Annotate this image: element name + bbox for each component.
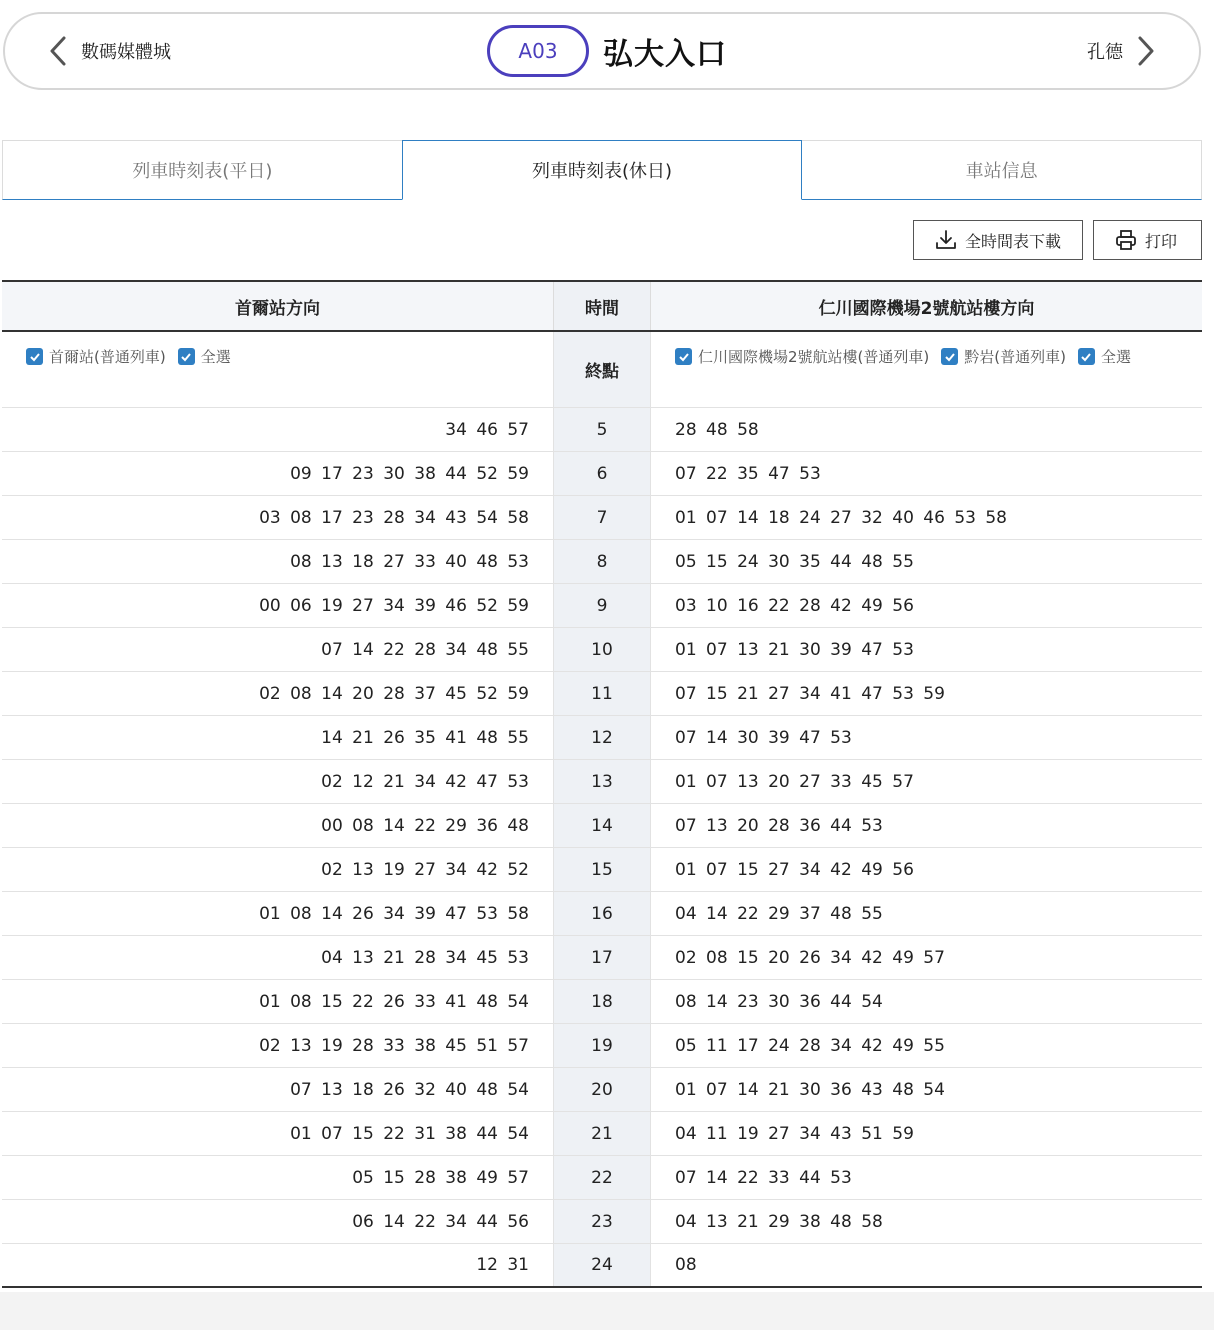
tab-weekday-timetable[interactable]: 列車時刻表(平日) bbox=[2, 140, 402, 200]
hour-cell: 21 bbox=[554, 1112, 651, 1155]
right-minutes: 07 15 21 27 34 41 47 53 59 bbox=[675, 683, 945, 704]
checkbox-right-select-all[interactable] bbox=[1078, 346, 1131, 367]
tab-station-info[interactable]: 車站信息 bbox=[802, 140, 1202, 200]
left-minutes: 12 31 bbox=[2, 1244, 554, 1286]
timetable-header bbox=[2, 280, 1202, 332]
table-row bbox=[2, 628, 1202, 672]
left-minutes: 14 21 26 35 41 48 55 bbox=[2, 716, 554, 759]
checkbox-checked-icon bbox=[675, 348, 692, 365]
hour-cell: 20 bbox=[554, 1068, 651, 1111]
right-minutes: 04 13 21 29 38 48 58 bbox=[675, 1211, 883, 1232]
table-row bbox=[2, 1068, 1202, 1112]
left-minutes: 07 13 18 26 32 40 48 54 bbox=[2, 1068, 554, 1111]
table-row bbox=[2, 1156, 1202, 1200]
table-row bbox=[2, 496, 1202, 540]
left-minutes: 02 13 19 28 33 38 45 51 57 bbox=[2, 1024, 554, 1067]
table-row bbox=[2, 452, 1202, 496]
left-minutes: 02 13 19 27 34 42 52 bbox=[2, 848, 554, 891]
right-minutes: 01 07 13 20 27 33 45 57 bbox=[675, 771, 914, 792]
left-minutes: 00 08 14 22 29 36 48 bbox=[2, 804, 554, 847]
filter-row bbox=[2, 332, 1202, 408]
left-minutes: 03 08 17 23 28 34 43 54 58 bbox=[2, 496, 554, 539]
left-minutes: 02 12 21 34 42 47 53 bbox=[2, 760, 554, 803]
checkbox-label: 全選 bbox=[200, 348, 231, 366]
hour-cell: 14 bbox=[554, 804, 651, 847]
right-minutes: 08 14 23 30 36 44 54 bbox=[675, 991, 883, 1012]
left-minutes: 04 13 21 28 34 45 53 bbox=[2, 936, 554, 979]
right-minutes: 05 15 24 30 35 44 48 55 bbox=[675, 551, 914, 572]
left-minutes: 05 15 28 38 49 57 bbox=[2, 1156, 554, 1199]
right-minutes: 02 08 15 20 26 34 42 49 57 bbox=[675, 947, 945, 968]
left-minutes: 01 07 15 22 31 38 44 54 bbox=[2, 1112, 554, 1155]
time-header: 時間 bbox=[554, 282, 651, 330]
right-minutes: 03 10 16 22 28 42 49 56 bbox=[675, 595, 914, 616]
left-minutes: 08 13 18 27 33 40 48 53 bbox=[2, 540, 554, 583]
download-button-label: 全時間表下載 bbox=[965, 231, 1062, 251]
table-row bbox=[2, 760, 1202, 804]
print-button-label: 打印 bbox=[1145, 231, 1178, 251]
hour-cell: 9 bbox=[554, 584, 651, 627]
timetable-rows bbox=[2, 408, 1202, 1288]
checkbox-seoul-station[interactable] bbox=[26, 346, 166, 367]
checkbox-checked-icon bbox=[1078, 348, 1095, 365]
table-row bbox=[2, 892, 1202, 936]
right-minutes: 05 11 17 24 28 34 42 49 55 bbox=[675, 1035, 945, 1056]
right-minutes: 07 14 30 39 47 53 bbox=[675, 727, 852, 748]
checkbox-label: 仁川國際機場2號航站樓(普通列車) bbox=[698, 348, 930, 366]
hour-cell: 18 bbox=[554, 980, 651, 1023]
table-row bbox=[2, 980, 1202, 1024]
station-name: 弘大入口 bbox=[603, 37, 727, 72]
hour-cell: 10 bbox=[554, 628, 651, 671]
left-minutes: 07 14 22 28 34 48 55 bbox=[2, 628, 554, 671]
hour-cell: 8 bbox=[554, 540, 651, 583]
right-minutes: 01 07 14 21 30 36 43 48 54 bbox=[675, 1079, 945, 1100]
right-direction-header: 仁川國際機場2號航站樓方向 bbox=[818, 298, 1035, 319]
chevron-right-icon bbox=[1135, 35, 1157, 67]
table-row bbox=[2, 804, 1202, 848]
right-minutes: 01 07 15 27 34 42 49 56 bbox=[675, 859, 914, 880]
table-row bbox=[2, 716, 1202, 760]
table-row bbox=[2, 408, 1202, 452]
left-minutes: 34 46 57 bbox=[2, 408, 554, 451]
checkbox-incheon-t2[interactable] bbox=[675, 346, 929, 367]
right-minutes: 01 07 13 21 30 39 47 53 bbox=[675, 639, 914, 660]
station-code-badge: A03 bbox=[487, 25, 589, 77]
hour-cell: 22 bbox=[554, 1156, 651, 1199]
right-minutes: 07 13 20 28 36 44 53 bbox=[675, 815, 883, 836]
right-filters bbox=[651, 332, 1202, 407]
prev-station-link[interactable] bbox=[47, 14, 171, 88]
checkbox-label: 全選 bbox=[1100, 348, 1131, 366]
right-minutes: 07 22 35 47 53 bbox=[675, 463, 821, 484]
station-header bbox=[3, 12, 1201, 90]
download-timetable-button[interactable] bbox=[913, 220, 1083, 260]
left-minutes: 02 08 14 20 28 37 45 52 59 bbox=[2, 672, 554, 715]
table-row bbox=[2, 848, 1202, 892]
chevron-left-icon bbox=[47, 35, 69, 67]
hour-cell: 15 bbox=[554, 848, 651, 891]
hour-cell: 13 bbox=[554, 760, 651, 803]
hour-cell: 12 bbox=[554, 716, 651, 759]
prev-station-name: 數碼媒體城 bbox=[81, 42, 171, 63]
hour-cell: 19 bbox=[554, 1024, 651, 1067]
timetable-tabs bbox=[2, 140, 1202, 200]
hour-cell: 23 bbox=[554, 1200, 651, 1243]
page-bottom-area bbox=[0, 1292, 1214, 1330]
right-minutes: 08 bbox=[675, 1255, 697, 1275]
checkbox-checked-icon bbox=[941, 348, 958, 365]
tab-holiday-timetable[interactable]: 列車時刻表(休日) bbox=[402, 140, 803, 200]
checkbox-label: 首爾站(普通列車) bbox=[49, 348, 166, 366]
hour-cell: 6 bbox=[554, 452, 651, 495]
checkbox-label: 黔岩(普通列車) bbox=[964, 348, 1066, 366]
left-minutes: 01 08 15 22 26 33 41 48 54 bbox=[2, 980, 554, 1023]
hour-cell: 5 bbox=[554, 408, 651, 451]
hour-cell: 16 bbox=[554, 892, 651, 935]
hour-cell: 7 bbox=[554, 496, 651, 539]
left-minutes: 06 14 22 34 44 56 bbox=[2, 1200, 554, 1243]
download-icon bbox=[934, 228, 958, 252]
table-row bbox=[2, 936, 1202, 980]
table-row bbox=[2, 1024, 1202, 1068]
table-row bbox=[2, 672, 1202, 716]
next-station-link[interactable] bbox=[1087, 14, 1157, 88]
printer-icon bbox=[1114, 228, 1138, 252]
hour-cell: 24 bbox=[554, 1244, 651, 1286]
print-button[interactable] bbox=[1093, 220, 1202, 260]
right-minutes: 01 07 14 18 24 27 32 40 46 53 58 bbox=[675, 507, 1007, 528]
right-minutes: 04 14 22 29 37 48 55 bbox=[675, 903, 883, 924]
terminal-label: 終點 bbox=[554, 332, 651, 407]
current-station bbox=[487, 14, 727, 88]
checkbox-checked-icon bbox=[178, 348, 195, 365]
checkbox-geomam[interactable] bbox=[941, 346, 1066, 367]
right-minutes: 28 48 58 bbox=[675, 419, 759, 440]
checkbox-checked-icon bbox=[26, 348, 43, 365]
table-row bbox=[2, 1112, 1202, 1156]
checkbox-left-select-all[interactable] bbox=[178, 346, 231, 367]
left-minutes: 00 06 19 27 34 39 46 52 59 bbox=[2, 584, 554, 627]
table-row bbox=[2, 1200, 1202, 1244]
left-direction-header: 首爾站方向 bbox=[2, 282, 554, 330]
hour-cell: 17 bbox=[554, 936, 651, 979]
next-station-name: 孔德 bbox=[1087, 42, 1123, 63]
left-minutes: 01 08 14 26 34 39 47 53 58 bbox=[2, 892, 554, 935]
table-row bbox=[2, 540, 1202, 584]
hour-cell: 11 bbox=[554, 672, 651, 715]
right-minutes: 07 14 22 33 44 53 bbox=[675, 1167, 852, 1188]
action-buttons bbox=[913, 220, 1202, 260]
right-minutes: 04 11 19 27 34 43 51 59 bbox=[675, 1123, 914, 1144]
left-minutes: 09 17 23 30 38 44 52 59 bbox=[2, 452, 554, 495]
timetable bbox=[2, 280, 1202, 1288]
table-row bbox=[2, 1244, 1202, 1288]
table-row bbox=[2, 584, 1202, 628]
left-filters bbox=[2, 332, 554, 407]
